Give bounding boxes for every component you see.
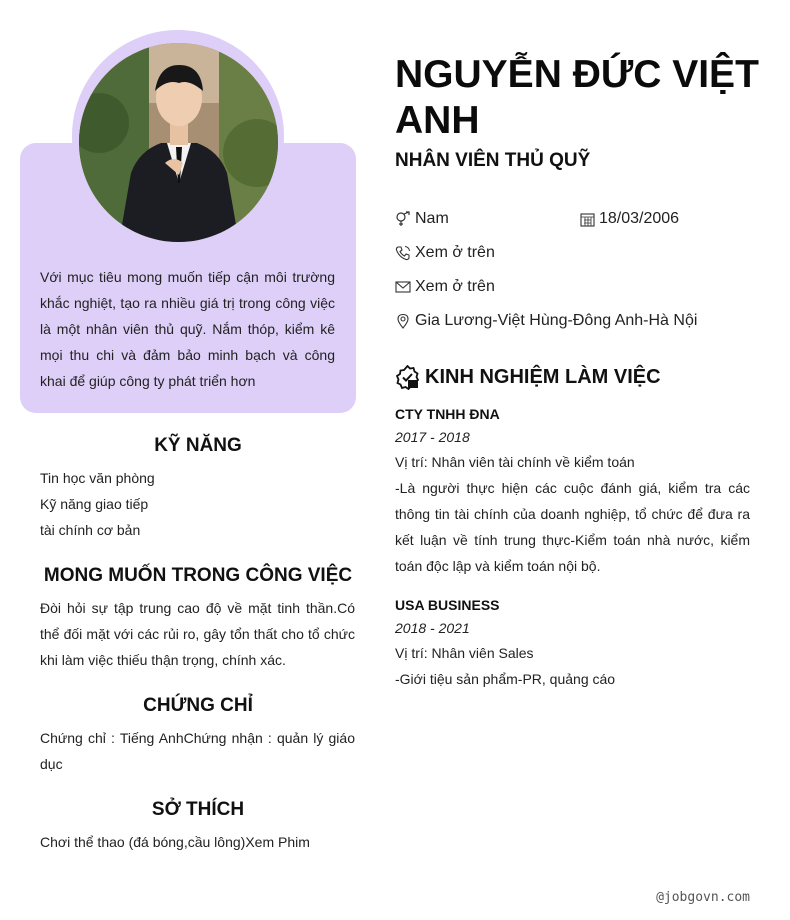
email-row bbox=[395, 278, 495, 296]
address-value: Gia Lương-Việt Hùng-Đông Anh-Hà Nội bbox=[415, 312, 698, 329]
hobbies-title: SỞ THÍCH bbox=[151, 799, 245, 820]
career-objective: Với mục tiêu mong muốn tiếp cận môi trường khắc nghiệt, tạo ra nhiều giá trị trong công việc là một nhân viên thủ quỹ. Nắm thóp, kiểm kê mọi thu chi và đảm bảo minh bạch và công khai để giúp công ty phát triển hơn bbox=[40, 269, 335, 389]
mail-icon bbox=[395, 279, 411, 295]
skills-title: KỸ NĂNG bbox=[154, 435, 242, 456]
location-icon bbox=[395, 313, 411, 329]
job-period: 2018 - 2021 bbox=[395, 620, 470, 636]
footer-watermark: @jobgovn.com bbox=[656, 890, 750, 905]
skill-item: Tin học văn phòng bbox=[40, 470, 155, 486]
experience-title: KINH NGHIỆM LÀM VIỆC bbox=[425, 366, 661, 388]
work-badge-icon bbox=[395, 365, 420, 390]
skills-list bbox=[40, 465, 355, 543]
email-value: Xem ở trên bbox=[415, 278, 495, 295]
job-title: NHÂN VIÊN THỦ QUỸ bbox=[395, 150, 591, 171]
wishes-title: MONG MUỐN TRONG CÔNG VIỆC bbox=[43, 565, 353, 586]
address-row bbox=[395, 312, 697, 330]
job-position: Vị trí: Nhân viên tài chính về kiểm toán bbox=[395, 454, 635, 470]
company-name: CTY TNHH ĐNA bbox=[395, 406, 500, 422]
full-name: NGUYỄN ĐỨC VIỆT ANH bbox=[395, 53, 759, 142]
gender-value: Nam bbox=[415, 210, 449, 227]
experience-header bbox=[395, 365, 661, 390]
job-description: -Là người thực hiện các cuộc đánh giá, kiểm tra các thông tin tài chính của doanh nghiệp, tổ chức để đưa ra kết luận về tính trung thực-Kiểm toán nhà nước, kiểm toán độc lập và kiểm toán nội bộ. bbox=[395, 480, 750, 574]
certificates-text: Chứng chỉ : Tiếng AnhChứng nhận : quản lý giáo dục bbox=[40, 730, 355, 772]
job-position: Vị trí: Nhân viên Sales bbox=[395, 645, 534, 661]
gender-row bbox=[395, 210, 449, 228]
birthdate-row bbox=[580, 210, 679, 228]
hobbies-text: Chơi thể thao (đá bóng,cầu lông)Xem Phim bbox=[40, 834, 310, 850]
gender-icon bbox=[395, 211, 411, 227]
wishes-text: Đòi hỏi sự tập trung cao độ về mặt tinh thần.Có thể đối mặt với các rủi ro, gây tổn thất cho tổ chức khi làm việc thiếu thận trọng, chính xác. bbox=[40, 600, 355, 668]
job-period: 2017 - 2018 bbox=[395, 429, 470, 445]
phone-row bbox=[395, 244, 495, 262]
phone-value: Xem ở trên bbox=[415, 244, 495, 261]
phone-icon bbox=[395, 245, 411, 261]
skill-item: Kỹ năng giao tiếp bbox=[40, 496, 149, 512]
birthdate-value: 18/03/2006 bbox=[599, 210, 680, 227]
job-description: -Giới tiệu sản phẩm-PR, quảng cáo bbox=[395, 671, 616, 687]
skill-item: tài chính cơ bản bbox=[40, 522, 141, 538]
certificates-title: CHỨNG CHỈ bbox=[143, 695, 253, 716]
avatar-photo bbox=[79, 43, 278, 242]
avatar bbox=[79, 43, 278, 242]
company-name: USA BUSINESS bbox=[395, 597, 500, 613]
calendar-icon bbox=[580, 212, 595, 227]
